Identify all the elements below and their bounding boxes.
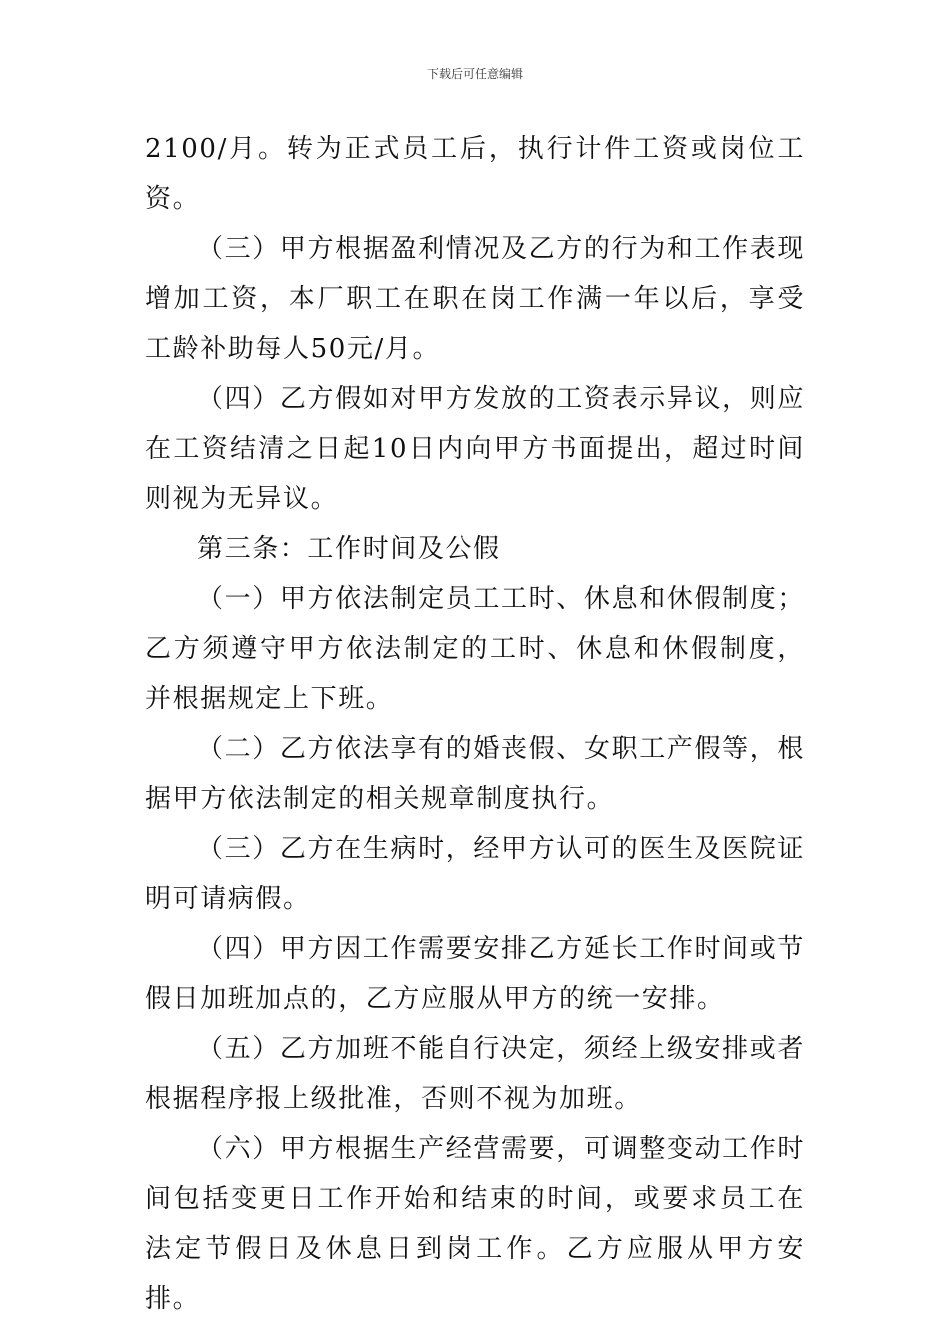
paragraph-3: （四）乙方假如对甲方发放的工资表示异议，则应在工资结清之日起10日内向甲方书面提出，超过时间则视为无异议。: [145, 384, 805, 514]
paragraph-1: 2100/月。转为正式员工后，执行计件工资或岗位工资。: [145, 134, 805, 214]
section-heading-article-3: 第三条：工作时间及公假: [197, 534, 501, 564]
document-body: [145, 124, 805, 1324]
paragraph-5: （一）甲方依法制定员工工时、休息和休假制度；乙方须遵守甲方依法制定的工时、休息和休假制度，并根据规定上下班。: [145, 584, 805, 714]
paragraph-8: （四）甲方因工作需要安排乙方延长工作时间或节假日加班加点的，乙方应服从甲方的统一安排。: [145, 934, 805, 1014]
paragraph-2: （三）甲方根据盈利情况及乙方的行为和工作表现增加工资，本厂职工在职在岗工作满一年以后，享受工龄补助每人50元/月。: [145, 234, 805, 364]
paragraph-6: （二）乙方依法享有的婚丧假、女职工产假等，根据甲方依法制定的相关规章制度执行。: [145, 734, 805, 814]
paragraph-10: （六）甲方根据生产经营需要，可调整变动工作时间包括变更日工作开始和结束的时间，或要求员工在法定节假日及休息日到岗工作。乙方应服从甲方安排。: [145, 1134, 805, 1314]
paragraph-9: （五）乙方加班不能自行决定，须经上级安排或者根据程序报上级批准，否则不视为加班。: [145, 1034, 805, 1114]
paragraph-7: （三）乙方在生病时，经甲方认可的医生及医院证明可请病假。: [145, 834, 805, 914]
page-header: 下载后可任意编辑: [426, 67, 523, 81]
